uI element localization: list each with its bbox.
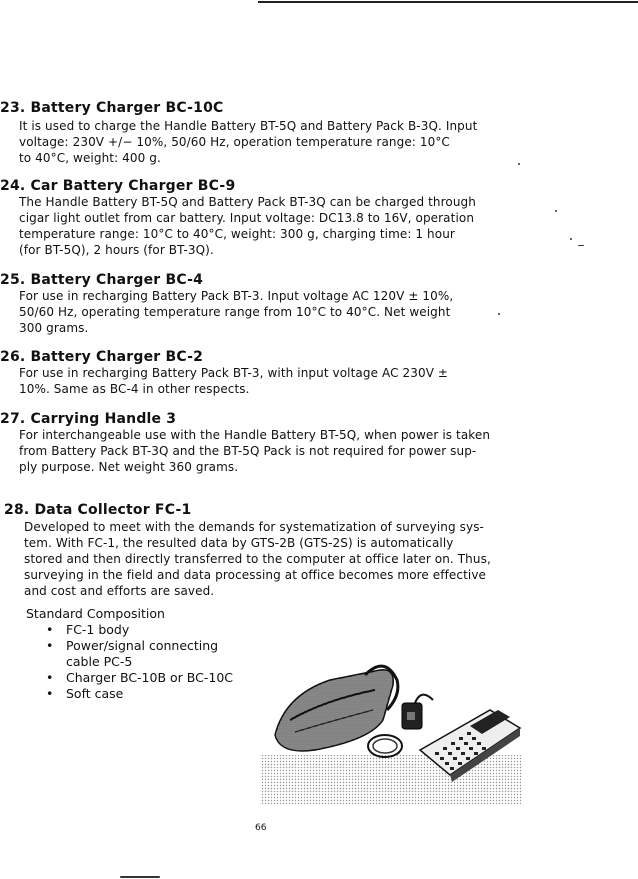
scan-speck: [518, 163, 520, 165]
composition-item: [46, 686, 123, 701]
section-text-line: and cost and efforts are saved.: [24, 584, 215, 598]
shadow-area: [260, 755, 522, 805]
section-text-line: 50/60 Hz, operating temperature range from 10°C to 40°C. Net weight: [19, 305, 451, 319]
scan-speck: [570, 238, 572, 240]
section-heading: 25. Battery Charger BC-4: [0, 272, 204, 288]
cable-image: [368, 735, 402, 757]
section-text-line: 300 grams.: [19, 321, 89, 335]
charger-image: [402, 695, 433, 729]
soft-case-image: [275, 666, 398, 751]
composition-item: [46, 670, 233, 685]
scan-speck: [498, 313, 500, 315]
composition-item-label: Power/signal connecting: [66, 638, 219, 653]
composition-item-label: Charger BC-10B or BC-10C: [66, 670, 234, 685]
section-text-line: voltage: 230V +/− 10%, 50/60 Hz, operation temperature range: 10°C: [19, 135, 450, 149]
section-text-line: surveying in the field and data processing at office becomes more effective: [24, 568, 487, 582]
bullet: •: [46, 686, 54, 701]
section-text-line: Developed to meet with the demands for systematization of surveying sys-: [24, 520, 484, 534]
composition-item-continued: [46, 654, 132, 669]
composition-item: [46, 622, 129, 637]
section-text-line: (for BT-5Q), 2 hours (for BT-3Q).: [19, 243, 214, 257]
section-heading: 28. Data Collector FC-1: [4, 502, 192, 518]
bullet: •: [46, 670, 54, 685]
section-text-line: temperature range: 10°C to 40°C, weight: 300 g, charging time: 1 hour: [19, 227, 455, 241]
top-rule: [258, 1, 638, 3]
section-text-line: For use in recharging Battery Pack BT-3, with input voltage AC 230V ±: [19, 366, 449, 380]
section-heading: 26. Battery Charger BC-2: [0, 349, 204, 365]
composition-item-label: cable PC-5: [66, 654, 133, 669]
composition-item-label: Soft case: [66, 686, 124, 701]
section-text-line: to 40°C, weight: 400 g.: [19, 151, 161, 165]
composition-item-label: FC-1 body: [66, 622, 130, 637]
section-heading: 27. Carrying Handle 3: [0, 411, 177, 427]
section-text-line: from Battery Pack BT-3Q and the BT-5Q Pack is not required for power sup-: [19, 444, 477, 458]
section-text-line: cigar light outlet from car battery. Input voltage: DC13.8 to 16V, operation: [19, 211, 475, 225]
bullet: •: [46, 622, 54, 637]
section-text-line: 10%. Same as BC-4 in other respects.: [19, 382, 250, 396]
section-text-line: stored and then directly transferred to the computer at office later on. Thus,: [24, 552, 491, 566]
bullet: •: [46, 638, 54, 653]
section-text-line: tem. With FC-1, the resulted data by GTS-2B (GTS-2S) is automatically: [24, 536, 454, 550]
section-heading: 23. Battery Charger BC-10C: [0, 100, 224, 116]
composition-title: Standard Composition: [26, 606, 165, 621]
section-text-line: For interchangeable use with the Handle Battery BT-5Q, when power is taken: [19, 428, 491, 442]
section-text-line: For use in recharging Battery Pack BT-3. Input voltage AC 120V ± 10%,: [19, 289, 454, 303]
composition-item: [46, 638, 218, 653]
section-text-line: The Handle Battery BT-5Q and Battery Pack BT-3Q can be charged through: [19, 195, 476, 209]
fc-1-product-photo: [255, 640, 525, 810]
page-number: 66: [255, 823, 267, 833]
section-heading: 24. Car Battery Charger BC-9: [0, 178, 236, 194]
scan-speck: [578, 245, 584, 246]
scan-speck: [555, 210, 557, 212]
section-text-line: ply purpose. Net weight 360 grams.: [19, 460, 239, 474]
scan-speck: [120, 876, 160, 878]
section-text-line: It is used to charge the Handle Battery BT-5Q and Battery Pack B-3Q. Input: [19, 119, 478, 133]
